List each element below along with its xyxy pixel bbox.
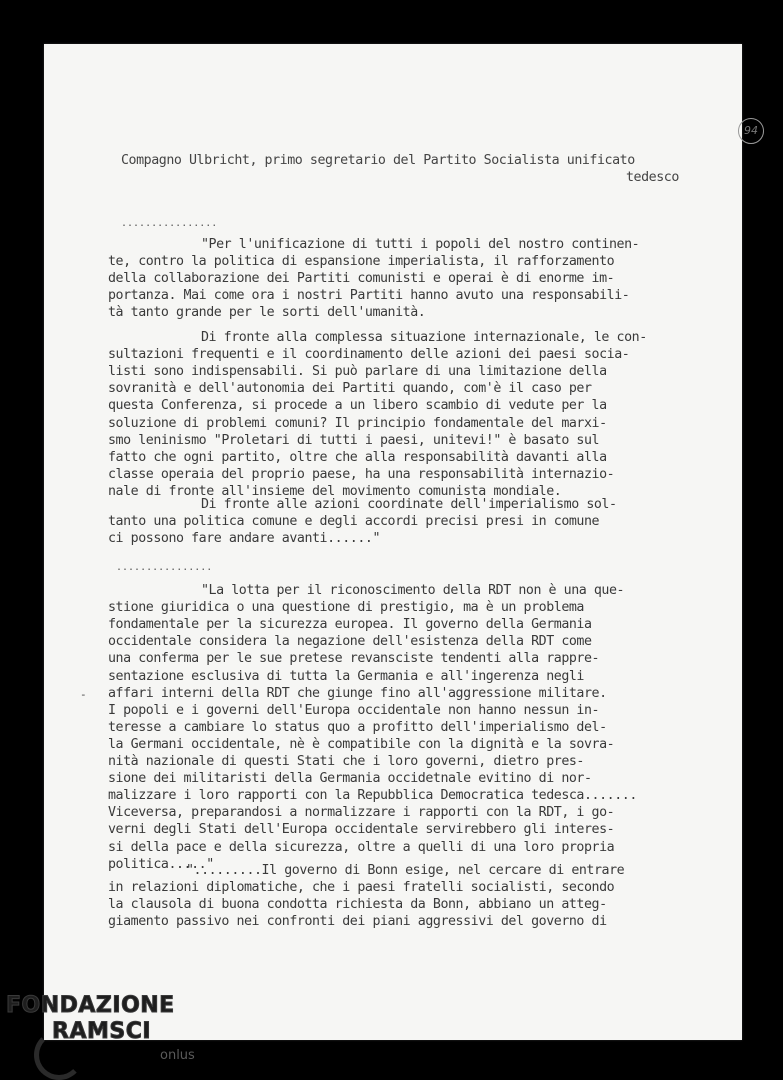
- title-line-2: tedesco: [626, 170, 679, 185]
- text-line: sultazioni frequenti e il coordinamento delle azioni dei paesi socia-: [108, 347, 630, 363]
- text-line: sione dei militaristi della Germania occidetnale evitino di nor-: [108, 771, 592, 787]
- text-line: si della pace e della sicurezza, oltre a quelli di una loro propria: [108, 839, 615, 855]
- text-line: affari interni della RDT che giunge fino all'aggressione militare.: [108, 685, 607, 701]
- watermark-logo-line1: FONDAZIONE: [6, 993, 175, 1018]
- text-line: "Per l'unificazione di tutti i popoli del nostro continen-: [201, 237, 640, 252]
- text-line: la Germani occidentale, nè è compatibile con la dignità e la sovra-: [108, 736, 615, 752]
- text-line: in relazioni diplomatiche, che i paesi fratelli socialisti, secondo: [108, 880, 615, 896]
- text-line: te, contro la politica di espansione imperialista, il rafforzamento: [108, 254, 615, 270]
- text-line: fondamentale per la sicurezza europea. Il governo della Germania: [108, 617, 592, 633]
- text-line: fatto che ogni partito, oltre che alla responsabilità davanti alla: [108, 449, 607, 465]
- text-line: politica.....": [108, 856, 214, 872]
- page-number-stamp: 94: [738, 118, 764, 144]
- text-line: I popoli e i governi dell'Europa occidentale non hanno nessun in-: [108, 702, 600, 718]
- text-line: tanto una politica comune e degli accordi precisi presi in comune: [108, 514, 600, 530]
- text-line: la clausola di buona condotta richiesta da Bonn, abbiano un atteg-: [108, 897, 607, 913]
- margin-mark: -: [80, 688, 87, 701]
- text-line: ".........Il governo di Bonn esige, nel cercare di entrare: [186, 863, 625, 878]
- watermark-g-icon: [34, 1030, 84, 1080]
- text-line: smo leninismo "Proletari di tutti i paesi, unitevi!" è basato sul: [108, 432, 600, 448]
- text-line: "La lotta per il riconoscimento della RDT non è una que-: [201, 583, 625, 598]
- title-line-1: Compagno Ulbricht, primo segretario del Partito Socialista unificato: [121, 153, 635, 168]
- text-line: teresse a cambiare lo status quo a profitto dell'imperialismo del-: [108, 719, 607, 735]
- text-line: occidentale considera la negazione dell'esistenza della RDT come: [108, 634, 592, 650]
- text-line: Di fronte alla complessa situazione internazionale, le con-: [201, 330, 647, 345]
- text-line: tà tanto grande per le sorti dell'umanità.: [108, 305, 426, 321]
- watermark-logo-line2: RAMSCI: [52, 1019, 152, 1044]
- text-line: giamento passivo nei confronti dei piani aggressivi del governo di: [108, 914, 607, 930]
- text-line: soluzione di problemi comuni? Il principio fondamentale del marxi-: [108, 415, 607, 431]
- text-line: Viceversa, preparandosi a normalizzare i rapporti con la RDT, i go-: [108, 805, 615, 821]
- text-line: stione giuridica o una questione di prestigio, ma è un problema: [108, 600, 584, 616]
- text-line: Di fronte alle azioni coordinate dell'imperialismo sol-: [201, 497, 617, 512]
- text-line: sentazione esclusiva di tutta la Germania e all'ingerenza negli: [108, 668, 584, 684]
- text-line: una conferma per le sue pretese revansciste tendenti alla rappre-: [108, 651, 600, 667]
- text-line: sovranità e dell'autonomia dei Partiti quando, com'è il caso per: [108, 381, 592, 397]
- text-line: listi sono indispensabili. Si può parlare di una limitazione della: [108, 364, 607, 380]
- text-line: ci possono fare andare avanti......": [108, 531, 380, 547]
- separator-2: ................: [116, 562, 213, 573]
- text-line: nale di fronte all'insieme del movimento comunista mondiale.: [108, 483, 562, 499]
- text-line: classe operaia del proprio paese, ha una responsabilità internazio-: [108, 466, 615, 482]
- text-line: nità nazionale di questi Stati che i loro governi, dietro pres-: [108, 754, 584, 769]
- text-line: portanza. Mai come ora i nostri Partiti hanno avuto una responsabili-: [108, 288, 630, 304]
- text-line: questa Conferenza, si procede a un libero scambio di vedute per la: [108, 398, 607, 414]
- separator-1: ................: [121, 218, 218, 229]
- text-line: della collaborazione dei Partiti comunisti e operai è di enorme im-: [108, 271, 615, 287]
- text-line: malizzare i loro rapporti con la Repubblica Democratica tedesca.......: [108, 788, 637, 804]
- text-line: verni degli Stati dell'Europa occidentale servirebbero gli interes-: [108, 822, 615, 838]
- watermark-onlus: onlus: [160, 1048, 195, 1063]
